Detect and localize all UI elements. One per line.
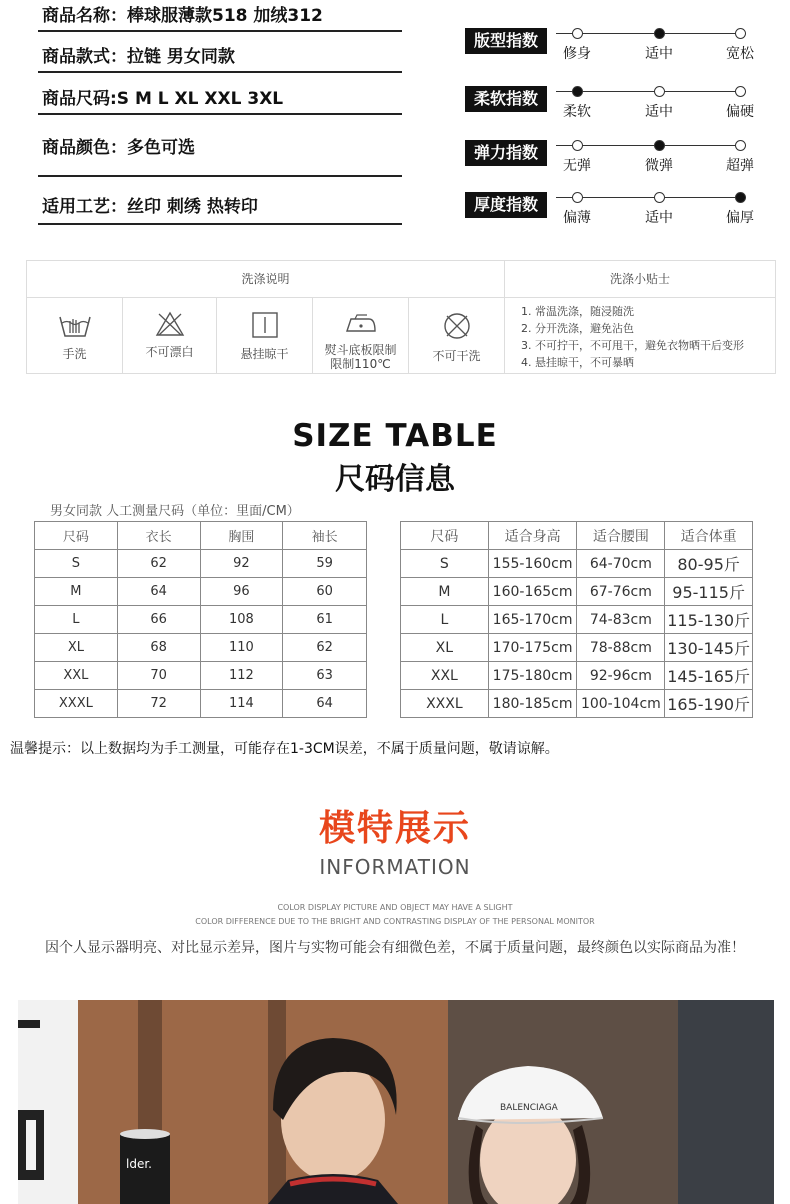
index-scale-line xyxy=(556,197,746,198)
cap-brand-text: BALENCIAGA xyxy=(500,1103,558,1113)
table-cell: 130-145斤 xyxy=(665,634,753,662)
table-cell: 74-83cm xyxy=(577,606,665,634)
table-cell: 61 xyxy=(283,606,367,634)
no-bleach-icon xyxy=(155,311,185,337)
table-cell: 112 xyxy=(200,662,283,690)
table-cell: 92-96cm xyxy=(577,662,665,690)
table-row xyxy=(35,690,367,718)
index-scale-line xyxy=(556,145,746,146)
table-row xyxy=(35,578,367,606)
table-row xyxy=(401,690,753,718)
product-name: 商品名称：棒球服薄款518 加绒312 xyxy=(38,2,402,32)
table-cell: M xyxy=(35,578,118,606)
table-cell: 170-175cm xyxy=(488,634,577,662)
iron-label: 熨斗底板限制 xyxy=(324,343,397,357)
size-title-cn: 尺码信息 xyxy=(335,462,455,497)
iron-limit-label: 限制110℃ xyxy=(330,357,391,371)
table-cell: 64 xyxy=(283,690,367,718)
table-cell: XL xyxy=(35,634,118,662)
table-cell: 92 xyxy=(200,550,283,578)
table-row xyxy=(401,634,753,662)
index-dot xyxy=(735,28,746,39)
table-cell: L xyxy=(35,606,118,634)
wash-tips xyxy=(521,303,744,371)
table-row xyxy=(35,606,367,634)
wash-head-tips: 洗涤小贴士 xyxy=(505,261,775,298)
index-option-label: 宽松 xyxy=(726,46,754,62)
size-tip: 温馨提示：以上数据均为手工测量，可能存在1-3CM误差，不属于质量问题，敬请谅解。 xyxy=(10,741,559,757)
table-header-cell: 尺码 xyxy=(401,522,489,550)
index-dot-selected xyxy=(735,192,746,203)
wash-cell-hand xyxy=(27,298,123,374)
table-row xyxy=(401,578,753,606)
index-dot xyxy=(654,86,665,97)
index-dot xyxy=(735,140,746,151)
wash-tip: 3. 不可拧干，不可甩干，避免衣物晒干后变形 xyxy=(521,339,744,352)
color-note-en-1: COLOR DISPLAY PICTURE AND OBJECT MAY HAVE A SLIGHT xyxy=(277,903,513,912)
table-cell: S xyxy=(35,550,118,578)
table-cell: 72 xyxy=(117,690,200,718)
table-header-cell: 袖长 xyxy=(283,522,367,550)
table-cell: L xyxy=(401,606,489,634)
wash-instructions xyxy=(26,260,776,374)
cup-brand-text: lder. xyxy=(126,1157,152,1171)
index-dot-selected xyxy=(654,140,665,151)
table-cell: 67-76cm xyxy=(577,578,665,606)
index-label: 柔软指数 xyxy=(465,86,547,112)
table-cell: 100-104cm xyxy=(577,690,665,718)
product-sizes: 商品尺码:S M L XL XXL 3XL xyxy=(38,85,402,115)
table-header-row xyxy=(35,522,367,550)
table-cell: M xyxy=(401,578,489,606)
table-cell: 64-70cm xyxy=(577,550,665,578)
table-row xyxy=(35,550,367,578)
table-cell: 62 xyxy=(283,634,367,662)
index-scale-line xyxy=(556,91,746,92)
wash-head-instructions: 洗涤说明 xyxy=(27,261,505,298)
table-row xyxy=(401,662,753,690)
table-cell: XXL xyxy=(401,662,489,690)
product-style: 商品款式：拉链 男女同款 xyxy=(38,43,402,73)
index-scale-line xyxy=(556,33,746,34)
hand-wash-label: 手洗 xyxy=(62,347,87,361)
wash-cell-hang xyxy=(217,298,313,374)
index-option-label: 超弹 xyxy=(726,158,754,174)
wash-tip: 1. 常温洗涤，随浸随洗 xyxy=(521,305,634,318)
index-option-label: 无弹 xyxy=(563,158,591,174)
index-dot xyxy=(735,86,746,97)
index-option-label: 柔软 xyxy=(563,104,591,120)
model-title: 模特展示 xyxy=(318,808,471,849)
size-measurement-table xyxy=(34,521,367,718)
index-option-label: 微弹 xyxy=(645,158,673,174)
table-cell: 115-130斤 xyxy=(665,606,753,634)
no-bleach-label: 不可漂白 xyxy=(145,345,194,359)
table-cell: 78-88cm xyxy=(577,634,665,662)
model-photo-illustration xyxy=(18,1000,774,1204)
table-cell: S xyxy=(401,550,489,578)
index-option-label: 偏厚 xyxy=(726,210,754,226)
table-header-cell: 衣长 xyxy=(117,522,200,550)
iron-icon xyxy=(343,311,379,337)
index-label: 厚度指数 xyxy=(465,192,547,218)
index-dot xyxy=(572,192,583,203)
table-header-cell: 适合身高 xyxy=(488,522,577,550)
measure-note: 男女同款 人工测量尺码（单位：里面/CM） xyxy=(50,504,300,519)
product-craft: 适用工艺：丝印 刺绣 热转印 xyxy=(38,192,402,225)
table-cell: XXXL xyxy=(401,690,489,718)
table-header-cell: 尺码 xyxy=(35,522,118,550)
size-title-en: SIZE TABLE xyxy=(292,418,498,454)
table-cell: 95-115斤 xyxy=(665,578,753,606)
table-cell: 62 xyxy=(117,550,200,578)
hang-dry-label: 悬挂晾干 xyxy=(240,347,289,361)
table-row xyxy=(35,634,367,662)
table-cell: 145-165斤 xyxy=(665,662,753,690)
no-dry-clean-label: 不可干洗 xyxy=(432,349,481,363)
index-option-label: 适中 xyxy=(645,210,673,226)
index-dot xyxy=(654,192,665,203)
model-subtitle: INFORMATION xyxy=(319,855,471,879)
table-cell: 60 xyxy=(283,578,367,606)
table-cell: 66 xyxy=(117,606,200,634)
index-dot-selected xyxy=(654,28,665,39)
index-option-label: 适中 xyxy=(645,46,673,62)
index-dot-selected xyxy=(572,86,583,97)
color-note-cn: 因个人显示器明亮、对比显示差异，图片与实物可能会有细微色差，不属于质量问题，最终颜色以实际商品为准！ xyxy=(45,940,745,956)
table-header-row xyxy=(401,522,753,550)
table-cell: XXL xyxy=(35,662,118,690)
index-option-label: 偏硬 xyxy=(726,104,754,120)
table-header-cell: 适合腰围 xyxy=(577,522,665,550)
index-option-label: 适中 xyxy=(645,104,673,120)
index-label: 弹力指数 xyxy=(465,140,547,166)
table-cell: 175-180cm xyxy=(488,662,577,690)
table-header-cell: 适合体重 xyxy=(665,522,753,550)
wash-cell-iron xyxy=(313,298,409,374)
wash-tip: 2. 分开洗涤，避免沾色 xyxy=(521,322,634,335)
product-color: 商品颜色：多色可选 xyxy=(38,133,402,177)
table-cell: 68 xyxy=(117,634,200,662)
table-cell: 70 xyxy=(117,662,200,690)
no-dry-clean-icon xyxy=(442,311,472,341)
table-cell: 155-160cm xyxy=(488,550,577,578)
table-cell: 59 xyxy=(283,550,367,578)
size-fit-table xyxy=(400,521,753,718)
table-cell: 80-95斤 xyxy=(665,550,753,578)
hang-dry-icon xyxy=(251,311,279,339)
model-photo xyxy=(18,1000,774,1204)
table-cell: 180-185cm xyxy=(488,690,577,718)
table-cell: 110 xyxy=(200,634,283,662)
index-label: 版型指数 xyxy=(465,28,547,54)
table-cell: 63 xyxy=(283,662,367,690)
table-row xyxy=(401,606,753,634)
table-cell: 165-170cm xyxy=(488,606,577,634)
wash-cell-bleach xyxy=(123,298,217,374)
table-cell: 114 xyxy=(200,690,283,718)
table-cell: 165-190斤 xyxy=(665,690,753,718)
table-cell: 160-165cm xyxy=(488,578,577,606)
index-dot xyxy=(572,140,583,151)
color-note-en-2: COLOR DIFFERENCE DUE TO THE BRIGHT AND CONTRASTING DISPLAY OF THE PERSONAL MONITOR xyxy=(195,917,595,926)
table-header-cell: 胸围 xyxy=(200,522,283,550)
table-cell: 64 xyxy=(117,578,200,606)
index-dot xyxy=(572,28,583,39)
wash-tip: 4. 悬挂晾干，不可暴晒 xyxy=(521,356,634,369)
index-option-label: 修身 xyxy=(563,46,591,62)
table-cell: 108 xyxy=(200,606,283,634)
table-row xyxy=(401,550,753,578)
hand-wash-icon xyxy=(57,311,93,339)
table-cell: XXXL xyxy=(35,690,118,718)
table-cell: XL xyxy=(401,634,489,662)
table-cell: 96 xyxy=(200,578,283,606)
table-row xyxy=(35,662,367,690)
index-option-label: 偏薄 xyxy=(563,210,591,226)
wash-cell-dryclean xyxy=(409,298,505,374)
